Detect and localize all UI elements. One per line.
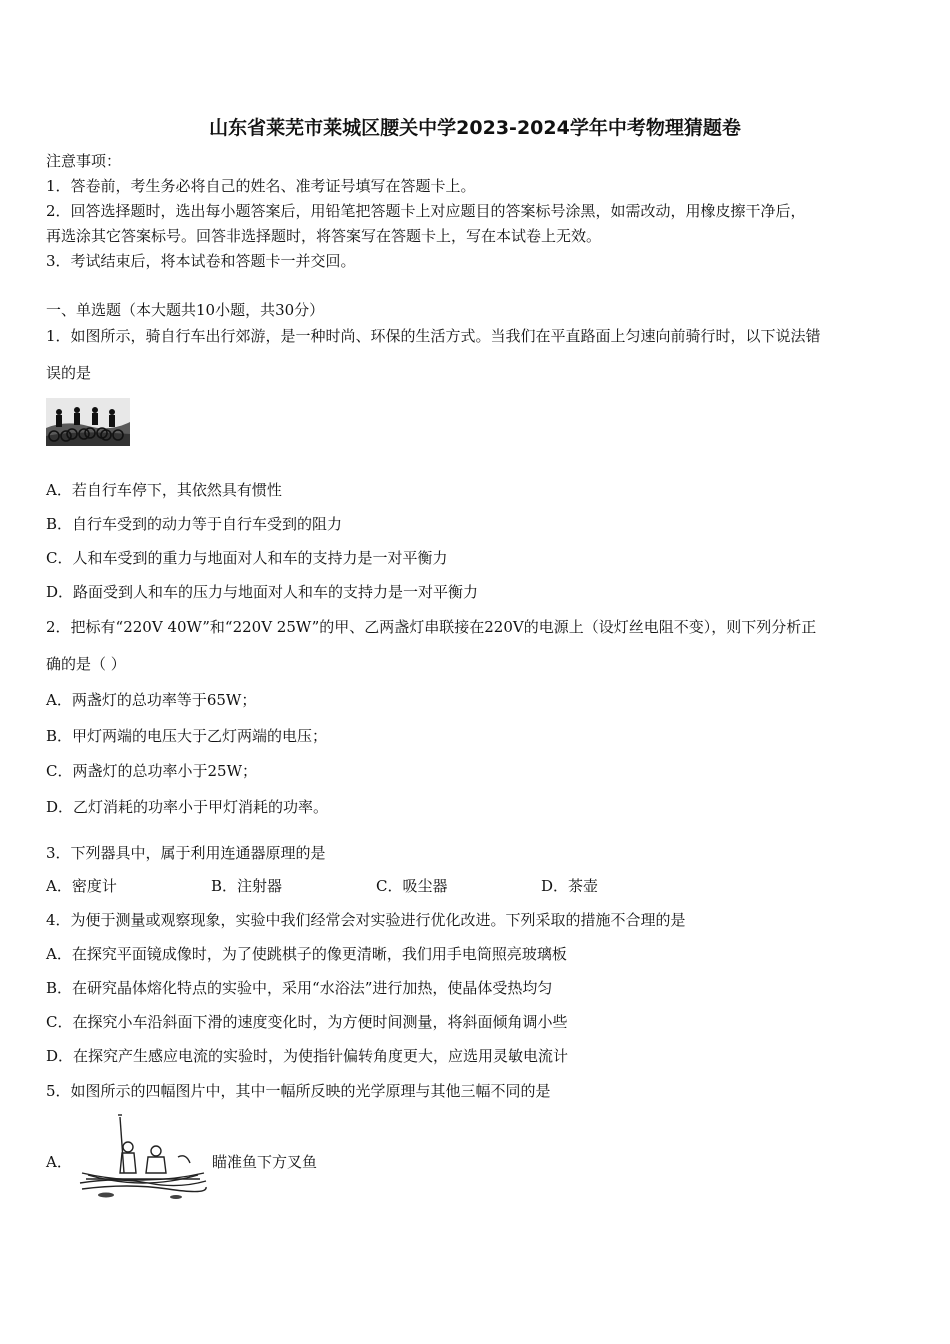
option: C．吸尘器 xyxy=(376,877,448,895)
notice-item: 1．答卷前，考生务必将自己的姓名、准考证号填写在答题卡上。 xyxy=(46,177,476,195)
page-title: 山东省莱芜市莱城区腰关中学2023-2024学年中考物理猜题卷 xyxy=(209,117,741,139)
option: D．乙灯消耗的功率小于甲灯消耗的功率。 xyxy=(46,798,329,816)
option: A．在探究平面镜成像时，为了使跳棋子的像更清晰，我们用手电筒照亮玻璃板 xyxy=(46,945,567,963)
spear-fishing-illustration xyxy=(78,1113,208,1201)
question-5-stem: 5．如图所示的四幅图片中，其中一幅所反映的光学原理与其他三幅不同的是 xyxy=(46,1082,551,1100)
option: C．人和车受到的重力与地面对人和车的支持力是一对平衡力 xyxy=(46,549,448,567)
notice-item: 再选涂其它答案标号。回答非选择题时，将答案写在答题卡上，写在本试卷上无效。 xyxy=(46,227,602,245)
question-3-options xyxy=(46,875,646,897)
notice-heading: 注意事项： xyxy=(46,152,122,170)
option: A．若自行车停下，其依然具有惯性 xyxy=(46,481,282,499)
notice-item: 3．考试结束后，将本试卷和答题卡一并交回。 xyxy=(46,252,356,270)
option: B．注射器 xyxy=(211,877,283,895)
question-4-stem: 4．为便于测量或观察现象，实验中我们经常会对实验进行优化改进。下列采取的措施不合理的是 xyxy=(46,911,686,929)
option: B．在研究晶体熔化特点的实验中，采用“水浴法”进行加热，使晶体受热均匀 xyxy=(46,979,553,997)
option: D．在探究产生感应电流的实验时，为使指针偏转角度更大，应选用灵敏电流计 xyxy=(46,1047,569,1065)
notice-item: 2．回答选择题时，选出每小题答案后，用铅笔把答题卡上对应题目的答案标号涂黑，如需改动，用橡皮擦干净后， xyxy=(46,202,806,220)
question-2-stem-cont: 确的是（ ） xyxy=(46,655,126,673)
option: C．在探究小车沿斜面下滑的速度变化时，为方便时间测量，将斜面倾角调小些 xyxy=(46,1013,568,1031)
question-1-stem: 1．如图所示，骑自行车出行郊游，是一种时尚、环保的生活方式。当我们在平直路面上匀速向前骑行时，以下说法错 xyxy=(46,327,821,345)
option-text: 瞄准鱼下方叉鱼 xyxy=(212,1153,318,1171)
question-2-stem: 2．把标有“220V 40W”和“220V 25W”的甲、乙两盏灯串联接在220V的电源上（设灯丝电阻不变），则下列分析正 xyxy=(46,618,817,636)
option: D．茶壶 xyxy=(541,877,599,895)
question-3-stem: 3．下列器具中，属于利用连通器原理的是 xyxy=(46,844,326,862)
cyclists-photo xyxy=(46,398,130,446)
option: D．路面受到人和车的压力与地面对人和车的支持力是一对平衡力 xyxy=(46,583,479,601)
option: B．甲灯两端的电压大于乙灯两端的电压； xyxy=(46,727,328,745)
question-1-stem-cont: 误的是 xyxy=(46,364,92,382)
option: B．自行车受到的动力等于自行车受到的阻力 xyxy=(46,515,343,533)
option-label: A． xyxy=(46,1153,72,1171)
option: A．密度计 xyxy=(46,877,117,895)
option: A．两盏灯的总功率等于65W； xyxy=(46,691,257,709)
section-heading: 一、单选题（本大题共10小题，共30分） xyxy=(46,301,325,319)
option: C．两盏灯的总功率小于25W； xyxy=(46,762,257,780)
